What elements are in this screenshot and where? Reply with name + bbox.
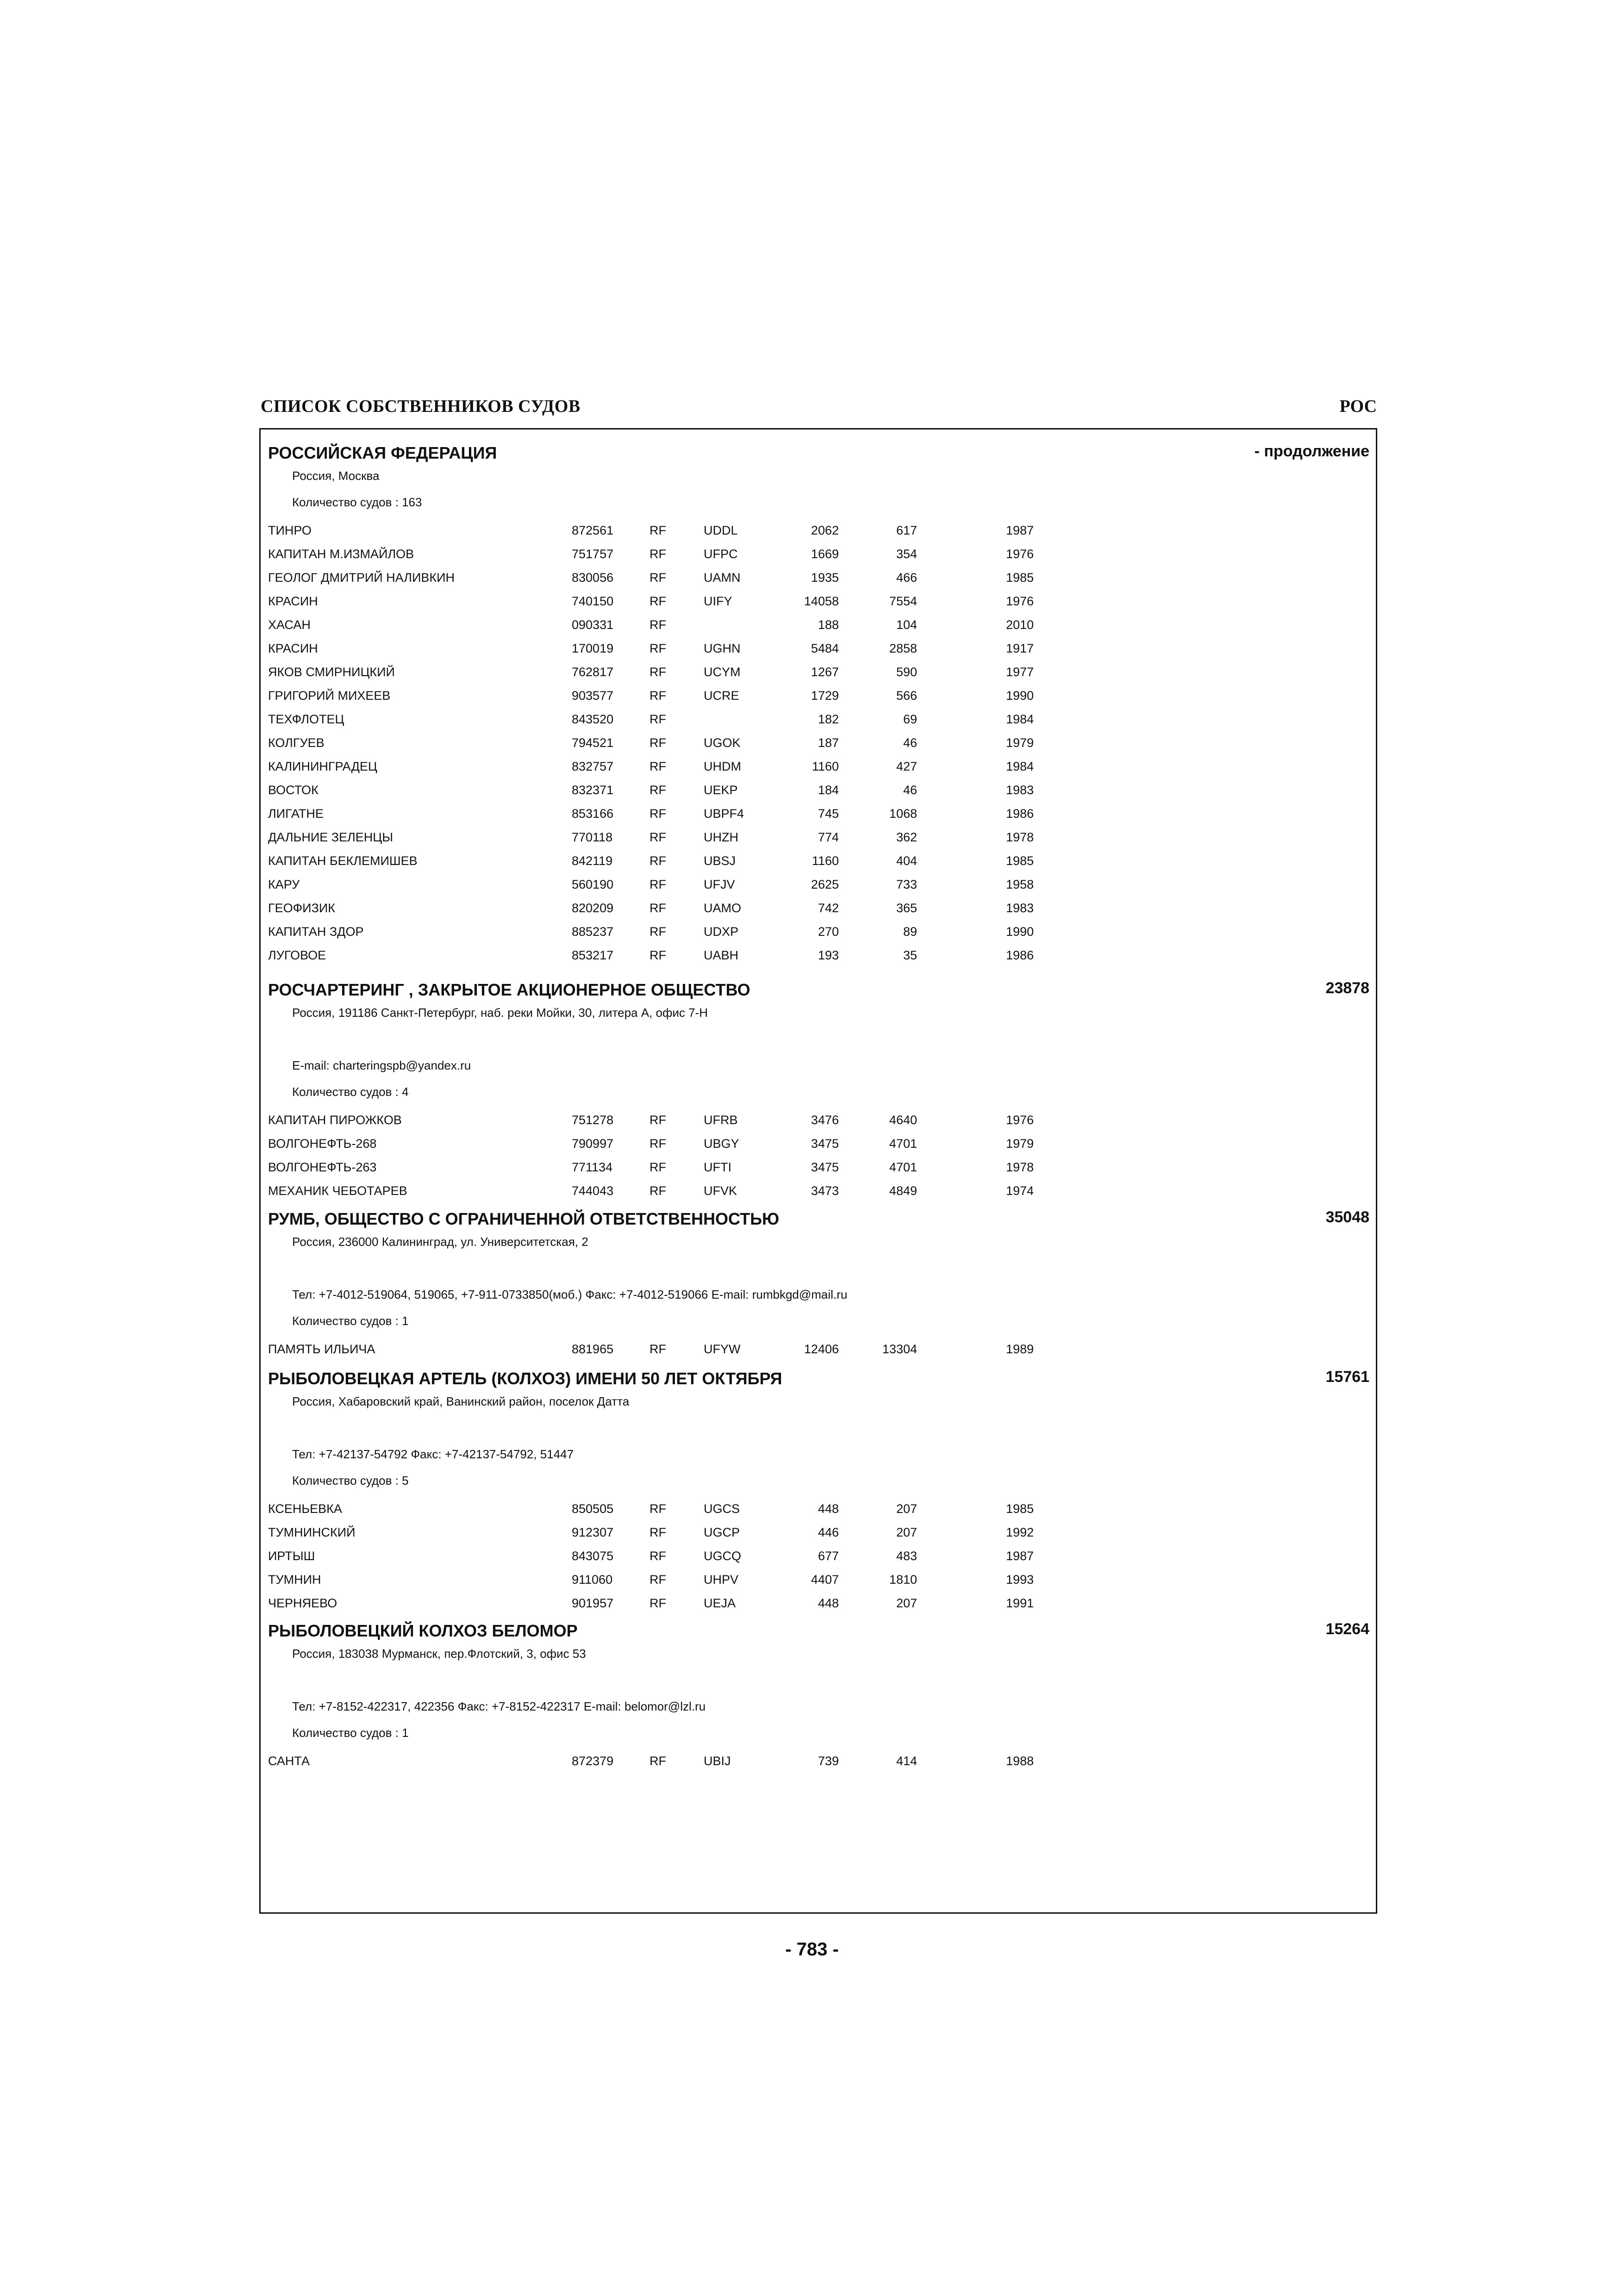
owner-info-line: E-mail: charteringspb@yandex.ru (292, 1058, 471, 1072)
ship-gross-tonnage: 677 (818, 1549, 839, 1563)
ship-callsign: UCRE (704, 689, 739, 703)
ship-callsign: UBGY (704, 1137, 739, 1151)
ship-gross-tonnage: 14058 (804, 594, 839, 608)
ship-name: ВОСТОК (268, 783, 319, 797)
ship-name: ТУМНИНСКИЙ (268, 1525, 356, 1539)
ship-deadweight: 483 (896, 1549, 917, 1563)
ship-flag: RF (650, 571, 666, 585)
owner-code: - продолжение (1254, 442, 1369, 460)
ship-flag: RF (650, 759, 666, 773)
ship-number: 912307 (572, 1525, 614, 1539)
ship-deadweight: 207 (896, 1502, 917, 1516)
ship-deadweight: 466 (896, 571, 917, 585)
ship-flag: RF (650, 641, 666, 655)
owner-code: 35048 (1325, 1208, 1369, 1226)
ship-number: 842119 (572, 854, 613, 868)
ship-number: 170019 (572, 641, 614, 655)
ship-flag: RF (650, 1596, 666, 1610)
ship-callsign: UGCP (704, 1525, 740, 1539)
ship-number: 832371 (572, 783, 614, 797)
ship-row (261, 1525, 1376, 1549)
ship-callsign: UHPV (704, 1573, 739, 1587)
ship-gross-tonnage: 3476 (811, 1113, 839, 1127)
ship-year: 1958 (1006, 877, 1034, 891)
ship-gross-tonnage: 2062 (811, 523, 839, 537)
ship-number: 751278 (572, 1113, 614, 1127)
ship-callsign: UHDM (704, 759, 741, 773)
ship-row (261, 877, 1376, 901)
ship-gross-tonnage: 739 (818, 1754, 839, 1768)
ship-deadweight: 35 (903, 948, 917, 962)
ship-year: 1989 (1006, 1342, 1034, 1356)
owner-code: 15761 (1325, 1368, 1369, 1386)
ship-deadweight: 207 (896, 1525, 917, 1539)
owner-name: РЫБОЛОВЕЦКИЙ КОЛХОЗ БЕЛОМОР (268, 1621, 578, 1640)
ship-callsign: UDXP (704, 925, 739, 939)
ship-row (261, 1113, 1376, 1137)
ship-callsign: UGOK (704, 736, 741, 750)
ship-name: ЛУГОВОЕ (268, 948, 326, 962)
ship-number: 843520 (572, 712, 614, 726)
ship-row (261, 594, 1376, 618)
ship-gross-tonnage: 1160 (812, 759, 839, 773)
owner-info-line: Тел: +7-8152-422317, 422356 Факс: +7-8152-422317 E-mail: belomor@lzl.ru (292, 1699, 706, 1713)
ship-gross-tonnage: 1935 (811, 571, 839, 585)
ship-callsign: UAMO (704, 901, 741, 915)
ship-year: 1987 (1006, 1549, 1034, 1563)
ship-deadweight: 427 (896, 759, 917, 773)
ship-deadweight: 1068 (889, 807, 917, 821)
ship-deadweight: 590 (896, 665, 917, 679)
owner-info-line: Россия, 191186 Санкт-Петербург, наб. реки Мойки, 30, литера А, офис 7-Н (292, 1006, 708, 1020)
running-header-title: СПИСОК СОБСТВЕННИКОВ СУДОВ (261, 397, 581, 416)
ship-flag: RF (650, 854, 666, 868)
ship-row (261, 1160, 1376, 1184)
ship-gross-tonnage: 448 (818, 1596, 839, 1610)
ship-callsign: UBPF4 (704, 807, 744, 821)
ship-callsign: UDDL (704, 523, 738, 537)
ship-row (261, 807, 1376, 830)
ship-deadweight: 89 (903, 925, 917, 939)
ship-deadweight: 104 (896, 618, 917, 632)
ship-number: 843075 (572, 1549, 614, 1563)
ship-number: 830056 (572, 571, 614, 585)
ship-year: 1979 (1006, 736, 1034, 750)
owner-info-line: Количество судов : 1 (292, 1314, 409, 1328)
ship-callsign: UABH (704, 948, 739, 962)
ship-year: 1993 (1006, 1573, 1034, 1587)
ship-name: ЯКОВ СМИРНИЦКИЙ (268, 665, 395, 679)
ship-year: 1978 (1006, 830, 1034, 844)
ship-gross-tonnage: 3475 (811, 1137, 839, 1151)
ship-row (261, 901, 1376, 925)
ship-number: 832757 (572, 759, 614, 773)
ship-flag: RF (650, 1137, 666, 1151)
ship-name: КОЛГУЕВ (268, 736, 325, 750)
page-number: - 783 - (785, 1939, 839, 1960)
ship-number: 901957 (572, 1596, 614, 1610)
ship-gross-tonnage: 774 (818, 830, 839, 844)
ship-number: 790997 (572, 1137, 614, 1151)
ship-number: 881965 (572, 1342, 614, 1356)
ship-name: КАПИТАН М.ИЗМАЙЛОВ (268, 547, 414, 561)
ship-deadweight: 354 (896, 547, 917, 561)
ship-gross-tonnage: 188 (818, 618, 839, 632)
ship-callsign: UEJA (704, 1596, 736, 1610)
ship-name: ИРТЫШ (268, 1549, 315, 1563)
ship-row (261, 641, 1376, 665)
ship-name: ГЕОЛОГ ДМИТРИЙ НАЛИВКИН (268, 571, 455, 585)
ship-row (261, 712, 1376, 736)
ship-number: 872561 (572, 523, 614, 537)
ship-deadweight: 46 (903, 783, 917, 797)
ship-gross-tonnage: 3473 (811, 1184, 839, 1198)
ship-deadweight: 4701 (889, 1160, 917, 1174)
ship-number: 751757 (572, 547, 614, 561)
ship-flag: RF (650, 1502, 666, 1516)
ship-year: 1986 (1006, 807, 1034, 821)
ship-row (261, 830, 1376, 854)
ship-callsign: UHZH (704, 830, 738, 844)
owner-info-line: Количество судов : 5 (292, 1474, 409, 1487)
owner-info-line: Россия, Хабаровский край, Ванинский район, поселок Датта (292, 1394, 630, 1408)
ship-row (261, 759, 1376, 783)
ship-deadweight: 365 (896, 901, 917, 915)
ship-number: 770118 (572, 830, 613, 844)
ship-flag: RF (650, 807, 666, 821)
ship-flag: RF (650, 594, 666, 608)
ship-callsign: UFYW (704, 1342, 741, 1356)
ship-gross-tonnage: 2625 (811, 877, 839, 891)
ship-row (261, 1549, 1376, 1573)
ship-gross-tonnage: 184 (818, 783, 839, 797)
ship-deadweight: 566 (896, 689, 917, 703)
ship-name: САНТА (268, 1754, 310, 1768)
ship-year: 1976 (1006, 547, 1034, 561)
owner-name: РУМБ, ОБЩЕСТВО С ОГРАНИЧЕННОЙ ОТВЕТСТВЕННОСТЬЮ (268, 1209, 780, 1228)
ship-number: 872379 (572, 1754, 614, 1768)
ship-flag: RF (650, 1754, 666, 1768)
ship-gross-tonnage: 5484 (811, 641, 839, 655)
ship-number: 850505 (572, 1502, 614, 1516)
ship-year: 1983 (1006, 783, 1034, 797)
ship-flag: RF (650, 547, 666, 561)
ship-callsign: UFRB (704, 1113, 738, 1127)
ship-gross-tonnage: 12406 (804, 1342, 839, 1356)
ship-year: 1985 (1006, 1502, 1034, 1516)
ship-name: МЕХАНИК ЧЕБОТАРЕВ (268, 1184, 407, 1198)
ship-number: 744043 (572, 1184, 614, 1198)
ship-flag: RF (650, 783, 666, 797)
ship-row (261, 1573, 1376, 1596)
ship-number: 903577 (572, 689, 614, 703)
ship-gross-tonnage: 1729 (811, 689, 839, 703)
ship-flag: RF (650, 665, 666, 679)
ship-name: ХАСАН (268, 618, 311, 632)
ship-name: ЧЕРНЯЕВО (268, 1596, 337, 1610)
ship-deadweight: 207 (896, 1596, 917, 1610)
ship-number: 911060 (572, 1573, 613, 1587)
ship-gross-tonnage: 4407 (811, 1573, 839, 1587)
ship-number: 885237 (572, 925, 614, 939)
ship-row (261, 1342, 1376, 1366)
ship-deadweight: 733 (896, 877, 917, 891)
ship-deadweight: 46 (903, 736, 917, 750)
ship-name: КАРУ (268, 877, 300, 891)
ship-number: 771134 (572, 1160, 613, 1174)
ship-number: 740150 (572, 594, 614, 608)
ship-flag: RF (650, 948, 666, 962)
ship-name: КРАСИН (268, 594, 318, 608)
ship-year: 1976 (1006, 1113, 1034, 1127)
owner-info-line: Количество судов : 4 (292, 1085, 409, 1099)
ship-row (261, 547, 1376, 571)
ship-row (261, 854, 1376, 877)
ship-deadweight: 404 (896, 854, 917, 868)
ship-flag: RF (650, 1184, 666, 1198)
ship-gross-tonnage: 1160 (812, 854, 839, 868)
owner-info-line: Тел: +7-4012-519064, 519065, +7-911-0733850(моб.) Факс: +7-4012-519066 E-mail: rumbkgd@mail.ru (292, 1288, 848, 1301)
ship-name: ТЕХФЛОТЕЦ (268, 712, 344, 726)
ship-number: 762817 (572, 665, 614, 679)
ship-row (261, 689, 1376, 712)
owner-info-line: Россия, 183038 Мурманск, пер.Флотский, 3, офис 53 (292, 1647, 586, 1661)
ship-row (261, 1596, 1376, 1620)
ship-name: ЛИГАТНЕ (268, 807, 324, 821)
owner-name: РЫБОЛОВЕЦКАЯ АРТЕЛЬ (КОЛХОЗ) ИМЕНИ 50 ЛЕТ ОКТЯБРЯ (268, 1369, 782, 1388)
ship-gross-tonnage: 745 (818, 807, 839, 821)
ship-row (261, 1754, 1376, 1778)
ship-year: 1986 (1006, 948, 1034, 962)
owner-info-line: Тел: +7-42137-54792 Факс: +7-42137-54792, 51447 (292, 1447, 574, 1461)
ship-row (261, 618, 1376, 641)
ship-gross-tonnage: 193 (818, 948, 839, 962)
ship-deadweight: 13304 (882, 1342, 917, 1356)
ship-callsign: UFJV (704, 877, 735, 891)
ship-year: 1984 (1006, 759, 1034, 773)
ship-gross-tonnage: 3475 (811, 1160, 839, 1174)
ship-gross-tonnage: 187 (818, 736, 839, 750)
ship-name: ДАЛЬНИЕ ЗЕЛЕНЦЫ (268, 830, 394, 844)
owner-name: РОСЧАРТЕРИНГ , ЗАКРЫТОЕ АКЦИОНЕРНОЕ ОБЩЕСТВО (268, 980, 750, 999)
ship-callsign: UFTI (704, 1160, 731, 1174)
ship-row (261, 948, 1376, 972)
ship-gross-tonnage: 742 (818, 901, 839, 915)
ship-flag: RF (650, 712, 666, 726)
ship-flag: RF (650, 689, 666, 703)
ship-year: 1976 (1006, 594, 1034, 608)
ship-deadweight: 362 (896, 830, 917, 844)
ship-year: 1991 (1006, 1596, 1034, 1610)
ship-flag: RF (650, 736, 666, 750)
ship-flag: RF (650, 1525, 666, 1539)
ship-deadweight: 4640 (889, 1113, 917, 1127)
ship-name: ГЕОФИЗИК (268, 901, 336, 915)
ship-flag: RF (650, 1549, 666, 1563)
ship-year: 1985 (1006, 571, 1034, 585)
ship-flag: RF (650, 1160, 666, 1174)
owner-name: РОССИЙСКАЯ ФЕДЕРАЦИЯ (268, 443, 497, 462)
ship-callsign: UCYM (704, 665, 741, 679)
ship-number: 853166 (572, 807, 614, 821)
ship-name: КРАСИН (268, 641, 318, 655)
ship-number: 820209 (572, 901, 614, 915)
ship-callsign: UIFY (704, 594, 732, 608)
owner-info-line: Количество судов : 163 (292, 495, 422, 509)
ship-callsign: UGCQ (704, 1549, 741, 1563)
ship-year: 1917 (1006, 641, 1034, 655)
ship-deadweight: 1810 (889, 1573, 917, 1587)
ship-deadweight: 69 (903, 712, 917, 726)
ship-flag: RF (650, 1573, 666, 1587)
ship-callsign: UBSJ (704, 854, 736, 868)
ship-callsign: UGHN (704, 641, 741, 655)
ship-flag: RF (650, 523, 666, 537)
ship-deadweight: 7554 (889, 594, 917, 608)
ship-callsign: UEKP (704, 783, 738, 797)
ship-callsign: UAMN (704, 571, 741, 585)
ship-year: 1987 (1006, 523, 1034, 537)
ship-row (261, 783, 1376, 807)
owner-info-line: Россия, 236000 Калининград, ул. Университетская, 2 (292, 1235, 588, 1249)
ship-flag: RF (650, 1342, 666, 1356)
ship-name: КАПИТАН ЗДОР (268, 925, 364, 939)
ship-year: 1988 (1006, 1754, 1034, 1768)
ship-number: 090331 (572, 618, 614, 632)
ship-gross-tonnage: 1669 (811, 547, 839, 561)
ship-year: 1984 (1006, 712, 1034, 726)
ship-year: 1974 (1006, 1184, 1034, 1198)
ship-name: ВОЛГОНЕФТЬ-263 (268, 1160, 377, 1174)
ship-callsign: UBIJ (704, 1754, 731, 1768)
ship-gross-tonnage: 446 (818, 1525, 839, 1539)
ship-row (261, 1184, 1376, 1207)
ship-flag: RF (650, 830, 666, 844)
ship-year: 1990 (1006, 689, 1034, 703)
ship-deadweight: 4849 (889, 1184, 917, 1198)
ship-name: ТУМНИН (268, 1573, 321, 1587)
ship-flag: RF (650, 925, 666, 939)
ship-name: ВОЛГОНЕФТЬ-268 (268, 1137, 377, 1151)
ship-flag: RF (650, 877, 666, 891)
ship-gross-tonnage: 448 (818, 1502, 839, 1516)
ship-name: ГРИГОРИЙ МИХЕЕВ (268, 689, 391, 703)
ship-callsign: UFVK (704, 1184, 737, 1198)
ship-name: ТИНРО (268, 523, 312, 537)
owner-code: 15264 (1325, 1620, 1369, 1638)
ship-name: ПАМЯТЬ ИЛЬИЧА (268, 1342, 375, 1356)
ship-callsign: UGCS (704, 1502, 740, 1516)
ship-name: КАПИТАН ПИРОЖКОВ (268, 1113, 402, 1127)
ship-year: 1990 (1006, 925, 1034, 939)
ship-year: 1985 (1006, 854, 1034, 868)
ship-year: 1977 (1006, 665, 1034, 679)
ship-year: 1978 (1006, 1160, 1034, 1174)
ship-number: 560190 (572, 877, 614, 891)
ship-flag: RF (650, 901, 666, 915)
ship-row (261, 665, 1376, 689)
ship-number: 794521 (572, 736, 614, 750)
ship-name: КСЕНЬЕВКА (268, 1502, 342, 1516)
ship-deadweight: 617 (896, 523, 917, 537)
owner-info-line: Россия, Москва (292, 469, 380, 483)
ship-gross-tonnage: 270 (818, 925, 839, 939)
ship-row (261, 571, 1376, 594)
ship-name: КАПИТАН БЕКЛЕМИШЕВ (268, 854, 418, 868)
ship-gross-tonnage: 182 (818, 712, 839, 726)
running-header-code: РОС (1339, 397, 1377, 416)
ship-row (261, 1137, 1376, 1160)
ship-row (261, 925, 1376, 948)
ship-name: КАЛИНИНГРАДЕЦ (268, 759, 377, 773)
ship-year: 1983 (1006, 901, 1034, 915)
ship-gross-tonnage: 1267 (811, 665, 839, 679)
ship-year: 1992 (1006, 1525, 1034, 1539)
ship-deadweight: 4701 (889, 1137, 917, 1151)
ship-year: 2010 (1006, 618, 1034, 632)
ship-number: 853217 (572, 948, 614, 962)
ship-deadweight: 414 (896, 1754, 917, 1768)
register-frame (259, 428, 1377, 1914)
ship-callsign: UFPC (704, 547, 738, 561)
owner-info-line: Количество судов : 1 (292, 1726, 409, 1740)
ship-row (261, 523, 1376, 547)
ship-row (261, 1502, 1376, 1525)
ship-deadweight: 2858 (889, 641, 917, 655)
ship-flag: RF (650, 1113, 666, 1127)
ship-row (261, 736, 1376, 759)
ship-flag: RF (650, 618, 666, 632)
ship-year: 1979 (1006, 1137, 1034, 1151)
owner-code: 23878 (1325, 979, 1369, 997)
